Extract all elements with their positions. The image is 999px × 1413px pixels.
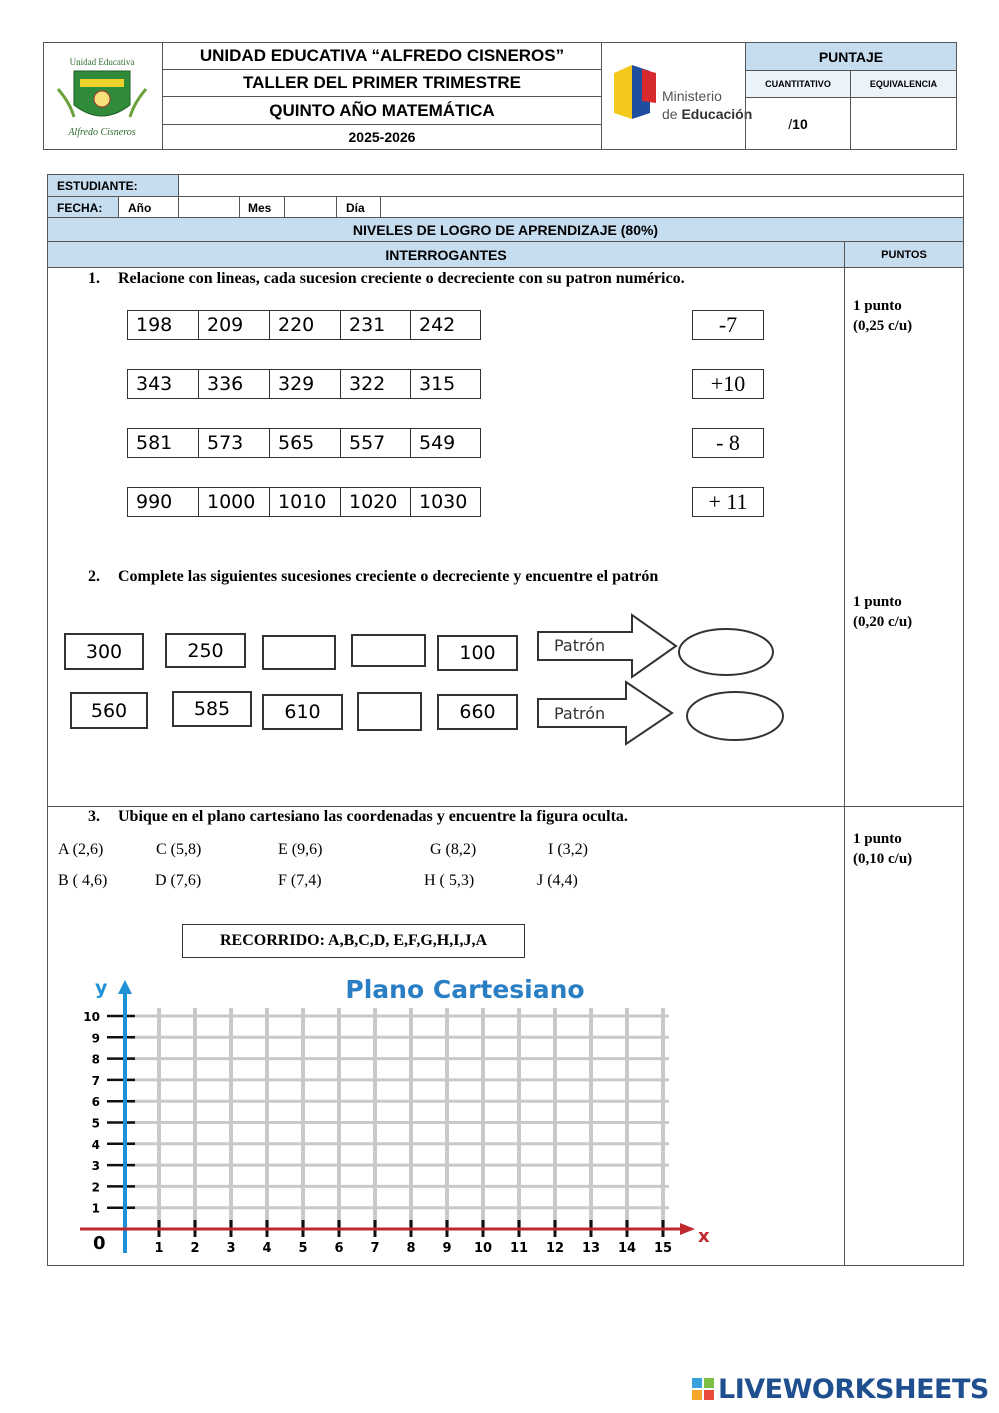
score-title: PUNTAJE (745, 42, 957, 71)
pattern-label: Patrón (554, 704, 606, 723)
month-label: Mes (239, 196, 285, 218)
ministry-logo (602, 43, 753, 149)
sequence-box: 250 (165, 633, 246, 668)
x-tick-label: 4 (262, 1241, 272, 1256)
seq-cell: 343 (127, 369, 199, 399)
seq-cell: 990 (127, 487, 199, 517)
day-label: Día (336, 196, 381, 218)
x-tick-label: 6 (334, 1241, 344, 1256)
coordinate-e: E (9,6) (278, 841, 323, 858)
y-tick-label: 5 (91, 1116, 100, 1131)
seq-cell: 565 (269, 428, 341, 458)
x-axis-arrow (680, 1223, 695, 1235)
school-logo (44, 43, 162, 149)
seq-cell: 220 (269, 310, 341, 340)
coordinate-h: H ( 5,3) (424, 872, 475, 889)
pattern-label: Patrón (554, 636, 606, 655)
sequence-box: 100 (437, 635, 518, 671)
y-tick-label: 10 (83, 1010, 100, 1024)
logo-text-top: Unidad Educativa (69, 57, 135, 67)
cartesian-plane[interactable] (60, 968, 740, 1260)
x-tick-label: 11 (509, 1241, 529, 1256)
seq-cell: 1020 (340, 487, 411, 517)
pattern-answer-oval-1[interactable] (677, 627, 777, 679)
student-name-field[interactable] (178, 174, 964, 197)
score-value[interactable]: / 10 (745, 97, 851, 150)
sequence-answer-input[interactable] (351, 634, 426, 667)
sequence-answer-input[interactable] (357, 692, 422, 731)
q2-text: Complete las siguientes sucesiones creciente o decreciente y encuentre el patrón (118, 568, 659, 585)
school-name: UNIDAD EDUCATIVA “ALFREDO CISNEROS” (162, 42, 602, 70)
q3-points-column (844, 806, 964, 1266)
seq-cell: 231 (340, 310, 411, 340)
origin-label: 0 (93, 1233, 106, 1254)
liveworksheets-icon (690, 1376, 716, 1402)
q2-points: 1 punto (853, 594, 902, 610)
coordinate-i: I (3,2) (548, 841, 588, 858)
ministry-logo-cell (601, 42, 753, 150)
x-tick-label: 12 (545, 1241, 565, 1256)
q1-number: 1. (88, 270, 100, 287)
coordinate-j: J (4,4) (537, 872, 578, 889)
x-tick-label: 14 (617, 1241, 637, 1256)
q2-points-detail: (0,20 c/u) (853, 614, 913, 630)
pattern-box-4[interactable]: + 11 (692, 487, 764, 517)
x-axis-ticks (154, 1220, 672, 1256)
seq-cell: 557 (340, 428, 411, 458)
points-header: PUNTOS (844, 241, 964, 268)
x-axis-label: x (698, 1226, 710, 1247)
q3-points: 1 punto (853, 831, 902, 847)
q3-text: Ubique en el plano cartesiano las coordenadas y encuentre la figura oculta. (118, 808, 628, 825)
y-tick-label: 3 (91, 1159, 100, 1174)
q3-points-detail: (0,10 c/u) (853, 851, 913, 867)
x-tick-label: 5 (298, 1241, 308, 1256)
seq-cell: 209 (198, 310, 270, 340)
seq-cell: 1000 (198, 487, 270, 517)
logo-text-bottom: Alfredo Cisneros (68, 127, 136, 138)
school-year: 2025-2026 (162, 124, 602, 150)
route-box: RECORRIDO: A,B,C,D, E,F,G,H,I,J,A (182, 924, 525, 958)
pattern-answer-oval-2[interactable] (685, 690, 787, 744)
y-tick-label: 4 (91, 1137, 100, 1152)
y-tick-label: 2 (91, 1180, 100, 1195)
x-tick-label: 7 (370, 1241, 380, 1256)
workshop-title: TALLER DEL PRIMER TRIMESTRE (162, 69, 602, 97)
score-equiv-value[interactable] (850, 97, 957, 150)
pattern-box-1[interactable]: -7 (692, 310, 764, 340)
coordinate-a: A (2,6) (58, 841, 104, 858)
coordinate-f: F (7,4) (278, 872, 322, 889)
footer-brand (690, 1373, 990, 1405)
seq-cell: 322 (340, 369, 411, 399)
sequence-box: 610 (262, 694, 343, 730)
coordinate-d: D (7,6) (155, 872, 202, 889)
y-axis-label: y (95, 977, 108, 999)
y-axis-arrow (118, 980, 132, 994)
month-field[interactable] (284, 196, 337, 218)
x-tick-label: 2 (190, 1241, 200, 1256)
questions-header: INTERROGANTES (47, 241, 845, 268)
seq-cell: 573 (198, 428, 270, 458)
score-equiv-label: EQUIVALENCIA (850, 70, 957, 98)
sequence-box: 560 (70, 692, 148, 729)
q1-text: Relacione con lineas, cada sucesion creciente o decreciente con su patron numérico. (118, 270, 685, 287)
seq-cell: 242 (410, 310, 481, 340)
pattern-arrow-1 (536, 613, 680, 679)
q2-number: 2. (88, 568, 100, 585)
seq-cell: 198 (127, 310, 199, 340)
coordinate-b: B ( 4,6) (58, 872, 108, 889)
student-label: ESTUDIANTE: (47, 174, 179, 197)
seq-cell: 1010 (269, 487, 341, 517)
y-axis-ticks (83, 1010, 135, 1216)
y-tick-label: 8 (91, 1052, 100, 1067)
footer-brand-text: LIVEWORKSHEETS (718, 1373, 989, 1405)
pattern-arrow-2 (536, 680, 680, 746)
seq-cell: 549 (410, 428, 481, 458)
seq-cell: 336 (198, 369, 270, 399)
grid (125, 1008, 669, 1229)
day-field[interactable] (380, 196, 964, 218)
sequence-answer-input[interactable] (262, 635, 336, 670)
ministry-line2: de Educación (662, 106, 753, 122)
x-tick-label: 13 (581, 1241, 601, 1256)
y-tick-label: 6 (91, 1095, 100, 1110)
pattern-box-3[interactable]: - 8 (692, 428, 764, 458)
coordinate-c: C (5,8) (156, 841, 202, 858)
x-tick-label: 9 (442, 1241, 452, 1256)
x-tick-label: 3 (226, 1241, 236, 1256)
x-tick-label: 8 (406, 1241, 416, 1256)
levels-title: NIVELES DE LOGRO DE APRENDIZAJE (80%) (47, 217, 964, 242)
q1-points: 1 punto (853, 298, 902, 314)
pattern-box-2[interactable]: +10 (692, 369, 764, 399)
coordinate-g: G (8,2) (430, 841, 477, 858)
q1-points-detail: (0,25 c/u) (853, 318, 913, 334)
x-tick-label: 1 (154, 1241, 164, 1256)
y-tick-label: 7 (91, 1073, 100, 1088)
course-title: QUINTO AÑO MATEMÁTICA (162, 96, 602, 125)
year-label: Año (118, 196, 179, 218)
ministry-line1: Ministerio (662, 88, 722, 104)
seq-cell: 315 (410, 369, 481, 399)
plane-title: Plano Cartesiano (345, 975, 585, 1004)
date-label: FECHA: (47, 196, 119, 218)
q1-q2-points-column (844, 267, 964, 807)
sequence-box: 660 (437, 694, 518, 730)
school-logo-cell (43, 42, 163, 150)
sequence-box: 585 (172, 691, 252, 727)
x-tick-label: 10 (473, 1241, 493, 1256)
seq-cell: 581 (127, 428, 199, 458)
seq-cell: 1030 (410, 487, 481, 517)
y-tick-label: 1 (91, 1201, 100, 1216)
sequence-box: 300 (64, 633, 144, 670)
year-field[interactable] (178, 196, 240, 218)
score-quant-label: CUANTITATIVO (745, 70, 851, 98)
x-tick-label: 15 (653, 1241, 673, 1256)
y-tick-label: 9 (91, 1031, 100, 1046)
seq-cell: 329 (269, 369, 341, 399)
q3-number: 3. (88, 808, 100, 825)
